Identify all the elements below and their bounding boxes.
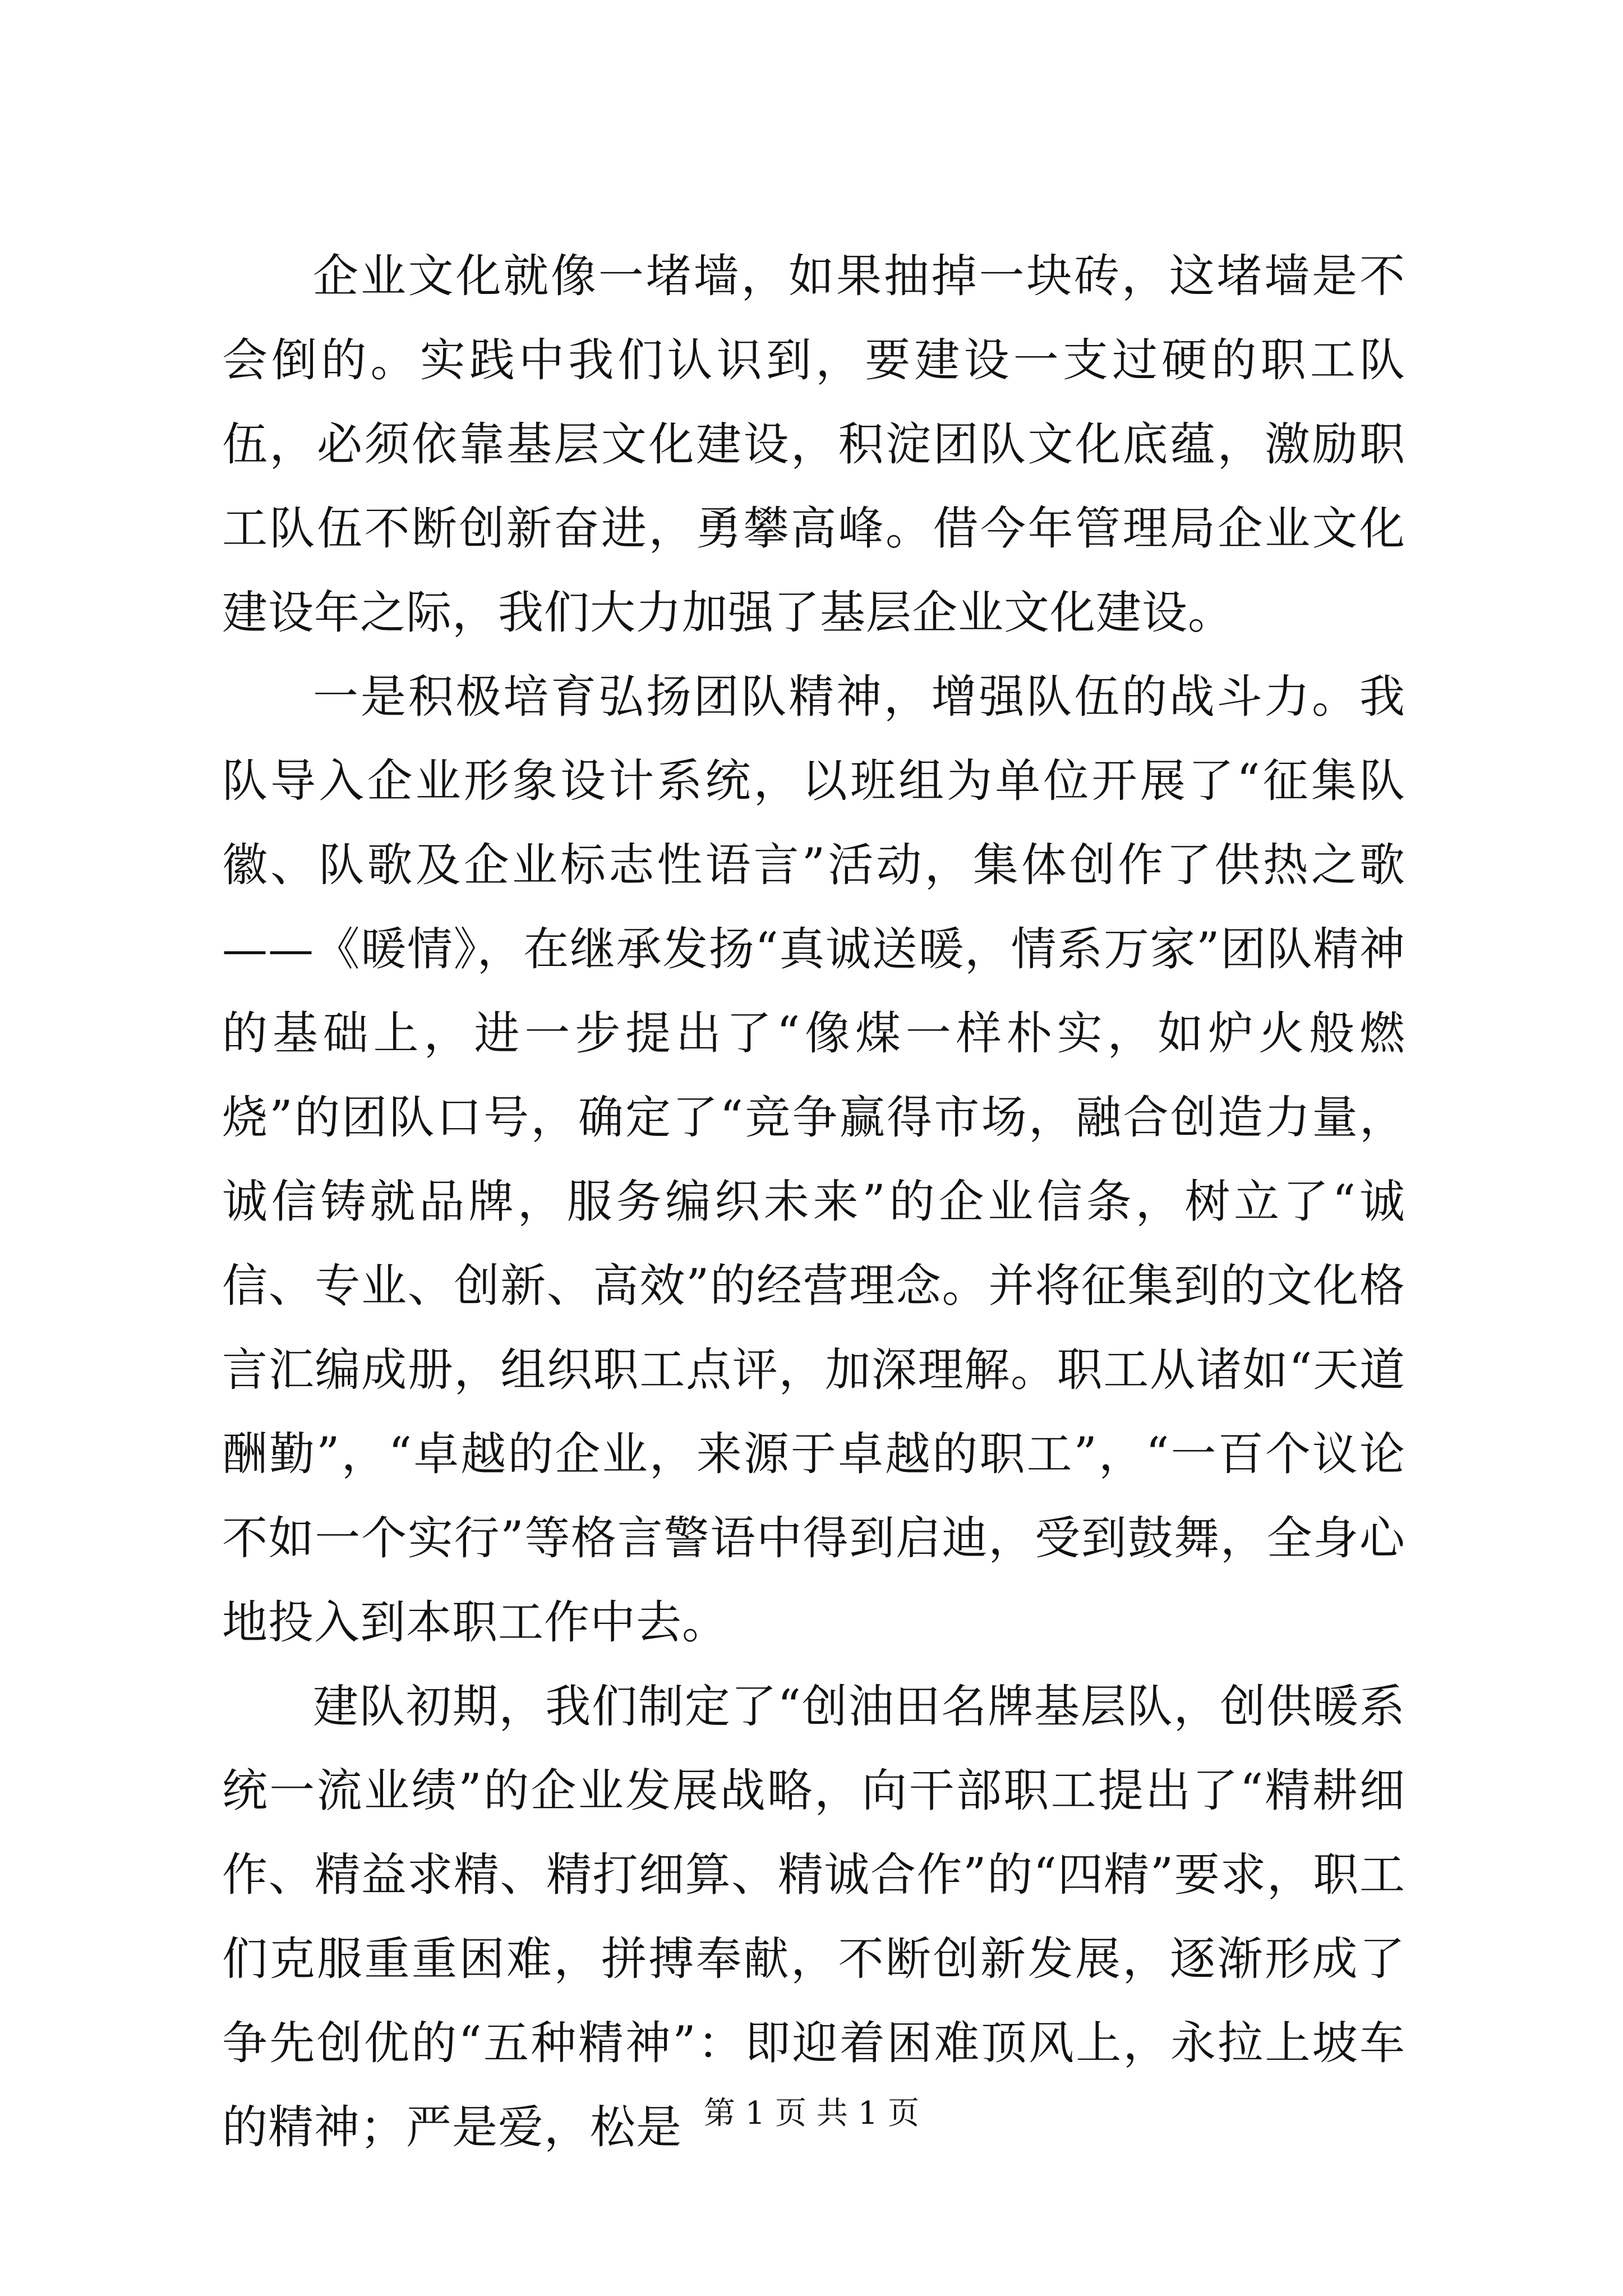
paragraph-3: 建队初期，我们制定了“创油田名牌基层队，创供暖系统一流业绩”的企业发展战略，向干部职工提出了“精耕细作、精益求精、精打细算、精诚合作”的“四精”要求，职工们克服重重困难，拼搏奉献，不断创新发展，逐渐形成了争先创优的“五种精神”：即迎着困难顶风上，永拉上坡车的精神；严是爱，松是 — [222, 1681, 1405, 2154]
page-footer: 第 1 页 共 1 页 — [703, 2095, 920, 2132]
paragraph-2: 一是积极培育弘扬团队精神，增强队伍的战斗力。我队导入企业形象设计系统，以班组为单位开展了“征集队徽、队歌及企业标志性语言”活动，集体创作了供热之歌——《暖情》，在继承发扬“真诚送暖，情系万家”团队精神的基础上，进一步提出了“像煤一样朴实，如炉火般燃烧”的团队口号，确定了“竞争赢得市场，融合创造力量，诚信铸就品牌，服务编织未来”的企业信条，树立了“诚信、专业、创新、高效”的经营理念。并将征集到的文化格言汇编成册，组织职工点评，加深理解。职工从诸如“天道酬勤”，“卓越的企业，来源于卓越的职工”，“一百个议论不如一个实行”等格言警语中得到启迪，受到鼓舞，全身心地投入到本职工作中去。 — [222, 671, 1405, 1649]
document-body — [222, 234, 1405, 2170]
paragraph-1: 企业文化就像一堵墙，如果抽掉一块砖，这堵墙是不会倒的。实践中我们认识到，要建设一支过硬的职工队伍，必须依靠基层文化建设，积淀团队文化底蕴，激励职工队伍不断创新奋进，勇攀高峰。借今年管理局企业文化建设年之际，我们大力加强了基层企业文化建设。 — [222, 250, 1405, 639]
